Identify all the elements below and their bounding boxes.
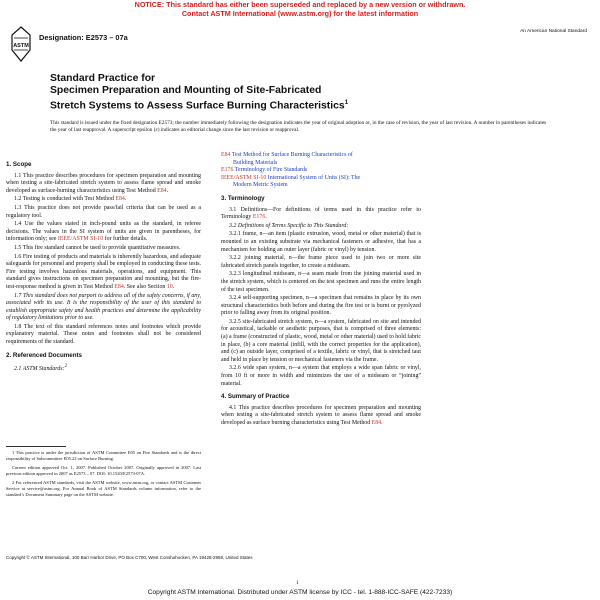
paragraph-3-2-5: 3.2.5 site-fabricated stretch system, n—a system, fabricated on site and intended for acoustical, tackable or aesthetic purposes, that is comprised of three elements: (a) a frame (constructed of plastic, wood, metal or other material) used to hold fabric in place, (b) a core material (infill, with the correct properties for the application), and (c) an outside layer, comprised of a textile, fabric or vinyl, that is stretched taut and held in place by tension or mechanical fasteners via the frame. — [221, 318, 421, 363]
footnote-rule — [6, 446, 66, 447]
paragraph-1-4: 1.4 Use the values stated in inch-pound units as the standard, in referee decisions. The values in the SI system of units are given in parentheses, for information only; see IEEE/ASTM SI-10 for further details. — [6, 221, 201, 243]
paragraph-1-6: 1.6 Fire testing of products and materials is inherently hazardous, and adequate safeguards for personnel and property shall be employed in conducting these tests. Fire testing involves hazardous materials, operations, and equipment. This standard gives instructions on specimen preparation and mounting, but the fire-test-response method is given in Test Method E84. See also Section 10. — [6, 253, 201, 290]
designation: Designation: E2573 – 07a — [39, 33, 128, 42]
paragraph-3-2-6: 3.2.6 wide span system, n—a system that employs a wide span fabric or vinyl, from 10 ft or more in width and minimizes the use of a midseam or “joining” material. — [221, 365, 421, 387]
section-heading-summary: 4. Summary of Practice — [221, 393, 290, 401]
paragraph-1-7: 1.7 This standard does not purport to address all of the safety concerns, if any, associated with its use. It is the responsibility of the user of this standard to establish appropriate safety and health practices and determine the applicability of regulatory limitations prior to use. — [6, 292, 201, 322]
paragraph-1-2: 1.2 Testing is conducted with Test Method E84. — [14, 196, 127, 203]
notice-line-2: Contact ASTM International (www.astm.org) for the latest information — [181, 9, 419, 18]
paragraph-1-1: 1.1 This practice describes procedures for specimen preparation and mounting when testing a site-fabricated stretch system to assess flame spread and smoke developed as surface-burning characteristics using Test Method E84. — [6, 172, 201, 194]
distribution-notice: Copyright ASTM International. Distributed under ASTM license by ICC - tel. 1-888-ICC-SAFE (422-7233) — [147, 589, 453, 596]
svg-text:ASTM: ASTM — [13, 43, 29, 49]
paragraph-3-1: 3.1 Definitions—For definitions of terms used in this practice refer to Terminology E176. — [221, 206, 421, 221]
paragraph-3-2-3: 3.2.3 longitudinal midseam, n—a seam made from the joining material used in the stretch system, which is centered on the test specimen and runs the entire length of the test specimen. — [221, 271, 421, 293]
paragraph-1-5: 1.5 This fire standard cannot be used to provide quantitative measures. — [14, 244, 181, 251]
link-ieee-astm-si-10[interactable]: IEEE/ASTM SI-10 — [57, 236, 104, 243]
title-line-1: Standard Practice for — [50, 73, 156, 84]
section-heading-referenced-documents: 2. Referenced Documents — [6, 351, 82, 359]
page-number: 1 — [296, 580, 299, 586]
withdrawn-notice — [0, 0, 600, 18]
title-line-3-text: Stretch Systems to Assess Surface Burning Characteristics — [50, 100, 345, 112]
reference-item[interactable]: IEEE/ASTM SI-10 International System of Units (SI): The — [221, 174, 361, 181]
title-footnote-mark: 1 — [344, 100, 349, 106]
paragraph-4-1: 4.1 This practice describes procedures for specimen preparation and mounting when testing a site-fabricated stretch system to assess flame spread and smoke developed as surface burning characteristics using Test Method E84. — [221, 404, 421, 426]
paragraph-3-2-1: 3.2.1 frame, n—an item (plastic extrusion, wood, metal or other material) that is mounted to an existing substrate via mechanical fasteners or adhesive, that has a mechanism for holding an outer layer (fabric or vinyl) by tension. — [221, 231, 421, 253]
link-e84[interactable]: E84 — [114, 283, 124, 290]
link-section-10[interactable]: 10 — [166, 283, 173, 290]
paragraph-3-2: 3.2 Definitions of Terms Specific to This Standard: — [229, 222, 349, 229]
paragraph-3-2-2: 3.2.2 joining material, n—the frame piece used to join two or more site fabricated stretch panels together, to create a midseam. — [221, 255, 421, 269]
title-line-2: Specimen Preparation and Mounting of Site-Fabricated — [50, 85, 322, 96]
title-line-3 — [50, 97, 550, 112]
link-e84[interactable]: E84 — [157, 187, 167, 194]
copyright-line: Copyright © ASTM International, 100 Barr Harbor Drive, PO Box C700, West Conshohocken, PA 19428-2959, United States — [6, 555, 253, 560]
footnotes — [6, 450, 201, 501]
section-heading-scope: 1. Scope — [6, 161, 32, 168]
footnote-1b: Current edition approved Oct. 1, 2007. Published October 2007. Originally approved in 2007. Last previous edition approved in 2007 as E2573 – 07. DOI: 10.1520/E2573-07A. — [6, 465, 201, 476]
notice-line-1: NOTICE: This standard has either been superseded and replaced by a new version or withdrawn. — [134, 0, 466, 9]
footnote-1: 1 This practice is under the jurisdiction of ASTM Committee E05 on Fire Standards and is the direct responsibility of Subcommittee E05.22 on Surface Burning. — [6, 450, 201, 461]
standard-issuance-note: This standard is issued under the fixed designation E2573; the number immediately following the designation indicates the year of original adoption or, in the case of revision, the year of last revision. A number in parentheses indicates the year of last reapproval. A superscript epsilon (ε) indicates an editorial change since the last revision or reapproval. — [50, 120, 547, 133]
paragraph-1-3: 1.3 This practice does not provide pass/fail criteria that can be used as a regulatory tool. — [6, 204, 201, 219]
reference-item[interactable]: E84 Test Method for Surface Burning Characteristics of — [221, 152, 353, 158]
paragraph-2-1: 2.1 ASTM Standards:$^2$ — [14, 364, 68, 373]
right-column — [221, 152, 421, 429]
section-heading-terminology: 3. Terminology — [221, 194, 265, 202]
link-e84[interactable]: E84 — [115, 196, 125, 203]
national-standard-label: An American National Standard — [520, 29, 587, 34]
link-e84[interactable]: E84 — [371, 420, 382, 426]
reference-item-continued: Modern Metric System — [233, 182, 288, 189]
paragraph-1-8: 1.8 The text of this standard references notes and footnotes which provide explanatory material. These notes and footnotes shall not be considered requirements of the standard. — [6, 323, 201, 346]
reference-item[interactable]: E176 Terminology of Fire Standards — [221, 167, 308, 174]
link-e176[interactable]: E176 — [252, 214, 266, 221]
astm-logo — [10, 26, 32, 62]
left-column — [6, 156, 201, 375]
paragraph-3-2-4: 3.2.4 self-supporting specimen, n—a specimen that remains in place by its own structural characteristics both before and during the fire test or is burnt or pyrolyzed prior to falling away from its original position. — [221, 295, 421, 317]
document-title — [50, 73, 550, 112]
footnote-2: 2 For referenced ASTM standards, visit the ASTM website, www.astm.org, or contact ASTM Customer Service at service@astm.org. For Annual Book of ASTM Standards volume information, refer to the standard’s Document Summary page on the ASTM website. — [6, 480, 201, 497]
reference-item-continued: Building Materials — [233, 159, 278, 166]
